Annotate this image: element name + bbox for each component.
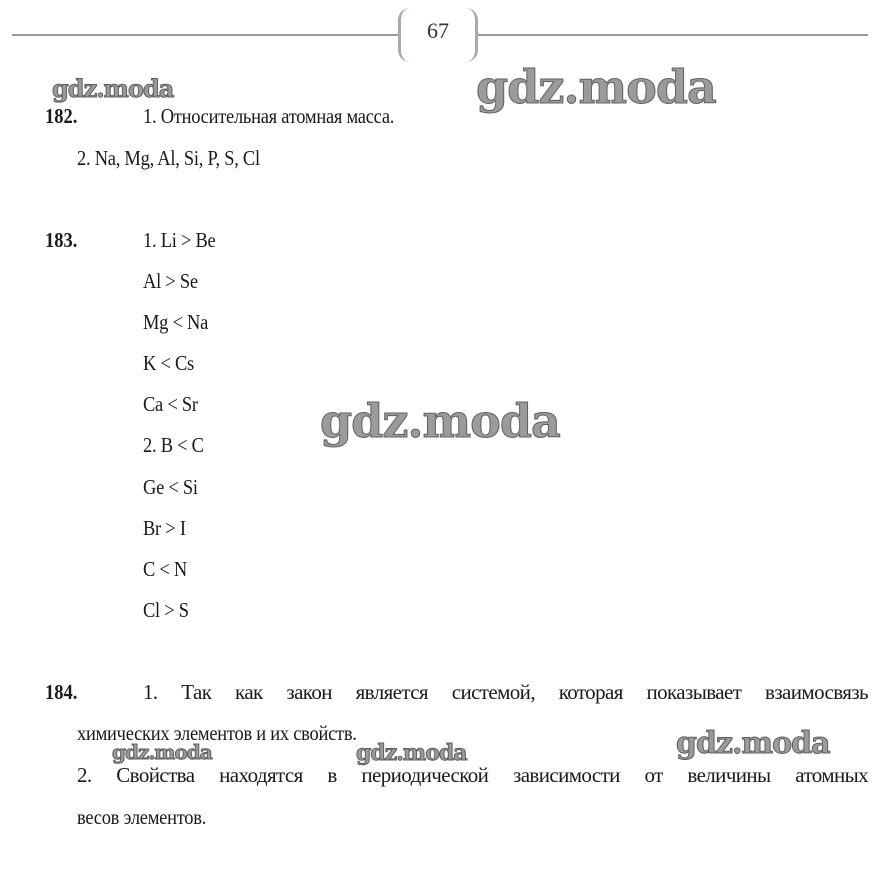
answer-line: 1. Относительная атомная масса. (143, 104, 395, 128)
answer-line: 2. Свойства находятся в периодической зависимости от величины атомных (77, 763, 868, 787)
page-number-box (398, 8, 478, 62)
problem-number: 184. (45, 680, 78, 704)
answer-line: Ge < Si (143, 475, 198, 499)
answer-line: 2. B < C (143, 433, 204, 457)
watermark: gdz.moda (476, 60, 716, 114)
answer-line: C < N (143, 557, 188, 581)
page-number: 67 (427, 18, 449, 43)
answer-line: Br > I (143, 516, 186, 540)
answer-line: Mg < Na (143, 310, 209, 334)
problem-number: 182. (45, 104, 78, 128)
watermark: gdz.moda (320, 394, 560, 448)
watermark: gdz.moda (52, 74, 174, 103)
problem-number: 183. (45, 228, 78, 252)
answer-line: 2. Na, Mg, Al, Si, P, S, Cl (77, 146, 260, 170)
answer-line: Al > Se (143, 269, 198, 293)
watermark: gdz.moda (356, 740, 467, 766)
answer-line: 1. Так как закон является системой, которая показывает взаимосвязь (143, 680, 868, 704)
answer-line: Ca < Sr (143, 392, 198, 416)
answer-line: K < Cs (143, 351, 194, 375)
answer-line: 1. Li > Be (143, 228, 216, 252)
watermark: gdz.moda (676, 726, 830, 761)
header-rule-right (478, 34, 868, 36)
watermark: gdz.moda (112, 740, 212, 764)
answer-line: весов элементов. (77, 805, 207, 829)
answer-line: Cl > S (143, 598, 189, 622)
header-rule-left (12, 34, 398, 36)
answer-line: химических элементов и их свойств. (77, 721, 357, 745)
